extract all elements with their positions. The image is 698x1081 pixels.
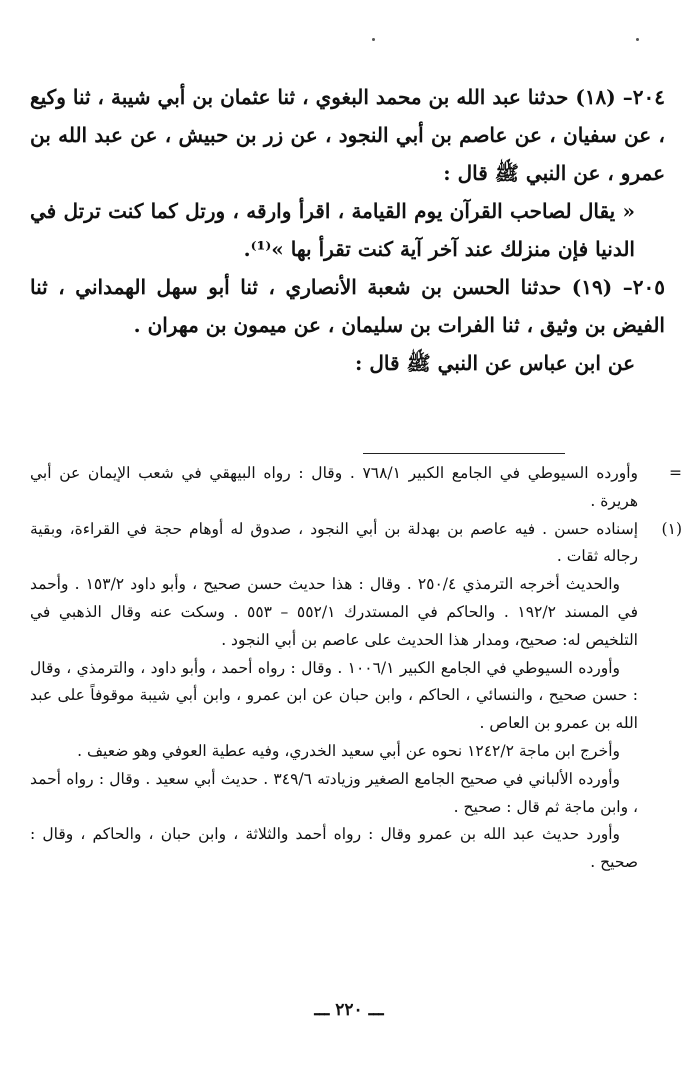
footnotes <box>30 460 682 877</box>
footnote-separator <box>363 453 565 454</box>
hadith-204-chain: ٢٠٤– (١٨) حدثنا عبد الله بن محمد البغوي ، ثنا عثمان بن أبي شيبة ، ثنا وكيع ، عن سفيان ، عن عاصم بن أبي النجود ، عن زر بن حبيش ، عن عبد الله بن عمرو ، عن النبي ﷺ قال : <box>30 85 665 185</box>
page-number: ـــ ٢٢٠ ـــ <box>314 1000 384 1020</box>
footnote-1 <box>30 516 682 877</box>
footnote-1-line: وأورد حديث عبد الله بن عمرو وقال : رواه أحمد والثلاثة ، وابن حبان ، والحاكم ، وقال : صحيح . <box>30 825 638 872</box>
footnote-continuation-text: وأورده السيوطي في الجامع الكبير ٧٦٨/١ . وقال : رواه البيهقي في شعب الإيمان عن أبي هريرة . <box>30 464 638 510</box>
continuation-mark: = <box>669 464 682 482</box>
hadith-205-chain: ٢٠٥– (١٩) حدثنا الحسن بن شعبة الأنصاري ، ثنا أبو سهل الهمداني ، ثنا الفيض بن وثيق ، ثنا الفرات بن سليمان ، عن ميمون بن مهران . <box>30 275 665 337</box>
hadith-205-intro: عن ابن عباس عن النبي ﷺ قال : <box>355 351 635 375</box>
hadith-204-matn: « يقال لصاحب القرآن يوم القيامة ، اقرأ وارقه ، ورتل كما كنت ترتل في الدنيا فإن منزلك عند آخر آية كنت تقرأ بها »⁽¹⁾. <box>30 199 635 261</box>
scan-speck <box>636 38 639 41</box>
footnote-1-line: إسناده حسن . فيه عاصم بن بهدلة بن أبي النجود ، صدوق له أوهام حجة في القراءة، وبقية رجاله ثقات . <box>30 519 638 566</box>
footnote-continuation <box>30 460 682 516</box>
footnote-1-line: وأورده الألباني في صحيح الجامع الصغير وزيادته ٣٤٩/٦ . حديث أبي سعيد . وقال : رواه أحمد ، وابن ماجة ثم قال : صحيح . <box>30 769 638 816</box>
scan-speck <box>372 38 375 41</box>
footnote-1-line: وأخرج ابن ماجة ١٢٤٢/٢ نحوه عن أبي سعيد الخدري، وفيه عطية العوفي وهو ضعيف . <box>77 741 620 760</box>
footnote-1-line: وأورده السيوطي في الجامع الكبير ١٠٠٦/١ . وقال : رواه أحمد ، وأبو داود ، والترمذي ، وقال : حسن صحيح ، والنسائي ، الحاكم ، وابن حبان عن ابن عمرو ، وابن أبي شيبة موقوفاً على عبد الله بن عمرو بن العاص . <box>30 658 638 733</box>
footnote-1-marker: (١) <box>661 519 682 538</box>
footnote-1-line: والحديث أخرجه الترمذي ٢٥٠/٤ . وقال : هذا حديث حسن صحيح ، وأبو داود ١٥٣/٢ . وأحمد في المسند ١٩٢/٢ . والحاكم في المستدرك ٥٥٢/١ – ٥٥٣ . وسكت عنه وقال الذهبي في التلخيص له: صحيح، ومدار هذا الحديث على عاصم بن أبي النجود . <box>30 575 639 649</box>
main-text <box>30 78 665 382</box>
